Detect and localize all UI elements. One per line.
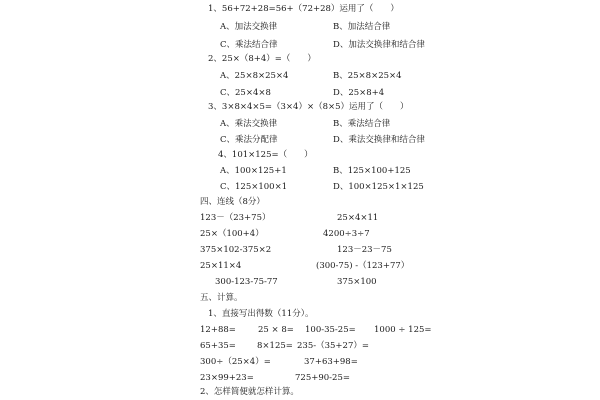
calc-item: 300÷（25×4）= <box>200 357 271 367</box>
section5-sub2: 2、怎样简便就怎样计算。 <box>200 387 299 397</box>
q1-option-b: B、加法结合律 <box>333 22 391 32</box>
q1-option-d: D、加法交换律和结合律 <box>333 40 425 50</box>
calc-item: 100-35-25= <box>305 325 356 335</box>
calc-item: 37+63+98= <box>304 357 358 367</box>
match-right-2: 4200÷3÷7 <box>323 229 370 239</box>
match-right-3: 123－23－75 <box>337 245 392 255</box>
calc-item: 23×99+23= <box>200 373 254 383</box>
q4-option-d: D、100×125×1×125 <box>333 182 424 192</box>
calc-item: 1000 ÷ 125= <box>374 325 432 335</box>
q1-option-c: C、乘法结合律 <box>220 40 278 50</box>
section5-sub1: 1、直接写出得数（11分）。 <box>208 309 314 319</box>
match-right-5: 375×100 <box>337 277 377 287</box>
calc-item: 8×125= <box>257 341 293 351</box>
calc-item: 25 × 8= <box>258 325 294 335</box>
calc-item: 65+35= <box>200 341 236 351</box>
q2-stem: 2、25×（8+4）=（ ） <box>208 54 316 64</box>
q4-option-b: B、125×100+125 <box>333 166 411 176</box>
section4-title: 四、连线（8分） <box>200 197 265 207</box>
q3-option-c: C、乘法分配律 <box>220 135 278 145</box>
q4-stem: 4、101×125=（ ） <box>218 150 313 160</box>
q1-option-a: A、加法交换律 <box>220 22 278 32</box>
q2-option-c: C、25×4×8 <box>220 88 271 98</box>
q3-option-a: A、乘法交换律 <box>220 119 278 129</box>
q1-stem: 1、56+72+28=56+（72+28）运用了（ ） <box>208 4 399 14</box>
q3-option-d: D、乘法交换律和结合律 <box>333 135 425 145</box>
calc-item: 235-（35+27）= <box>297 341 369 351</box>
match-right-4: (300-75) -（123+77） <box>316 261 410 271</box>
q4-option-c: C、125×100×1 <box>220 182 288 192</box>
match-left-4: 25×11×4 <box>200 261 242 271</box>
q4-option-a: A、100×125+1 <box>220 166 287 176</box>
q2-option-a: A、25×8×25×4 <box>220 71 289 81</box>
match-left-2: 25×（100+4） <box>200 229 264 239</box>
q2-option-d: D、25×8+4 <box>333 88 385 98</box>
calc-item: 725+90-25= <box>295 373 350 383</box>
q3-option-b: B、乘法结合律 <box>333 119 391 129</box>
match-left-1: 123－（23+75） <box>200 213 271 223</box>
match-right-1: 25×4×11 <box>337 213 379 223</box>
match-left-5: 300-123-75-77 <box>215 277 278 287</box>
match-left-3: 375×102-375×2 <box>200 245 272 255</box>
q2-option-b: B、25×8×25×4 <box>333 71 402 81</box>
calc-item: 12+88= <box>200 325 236 335</box>
q3-stem: 3、3×8×4×5=（3×4）×（8×5）运用了（ ） <box>208 102 409 112</box>
section5-title: 五、计算。 <box>200 293 243 303</box>
